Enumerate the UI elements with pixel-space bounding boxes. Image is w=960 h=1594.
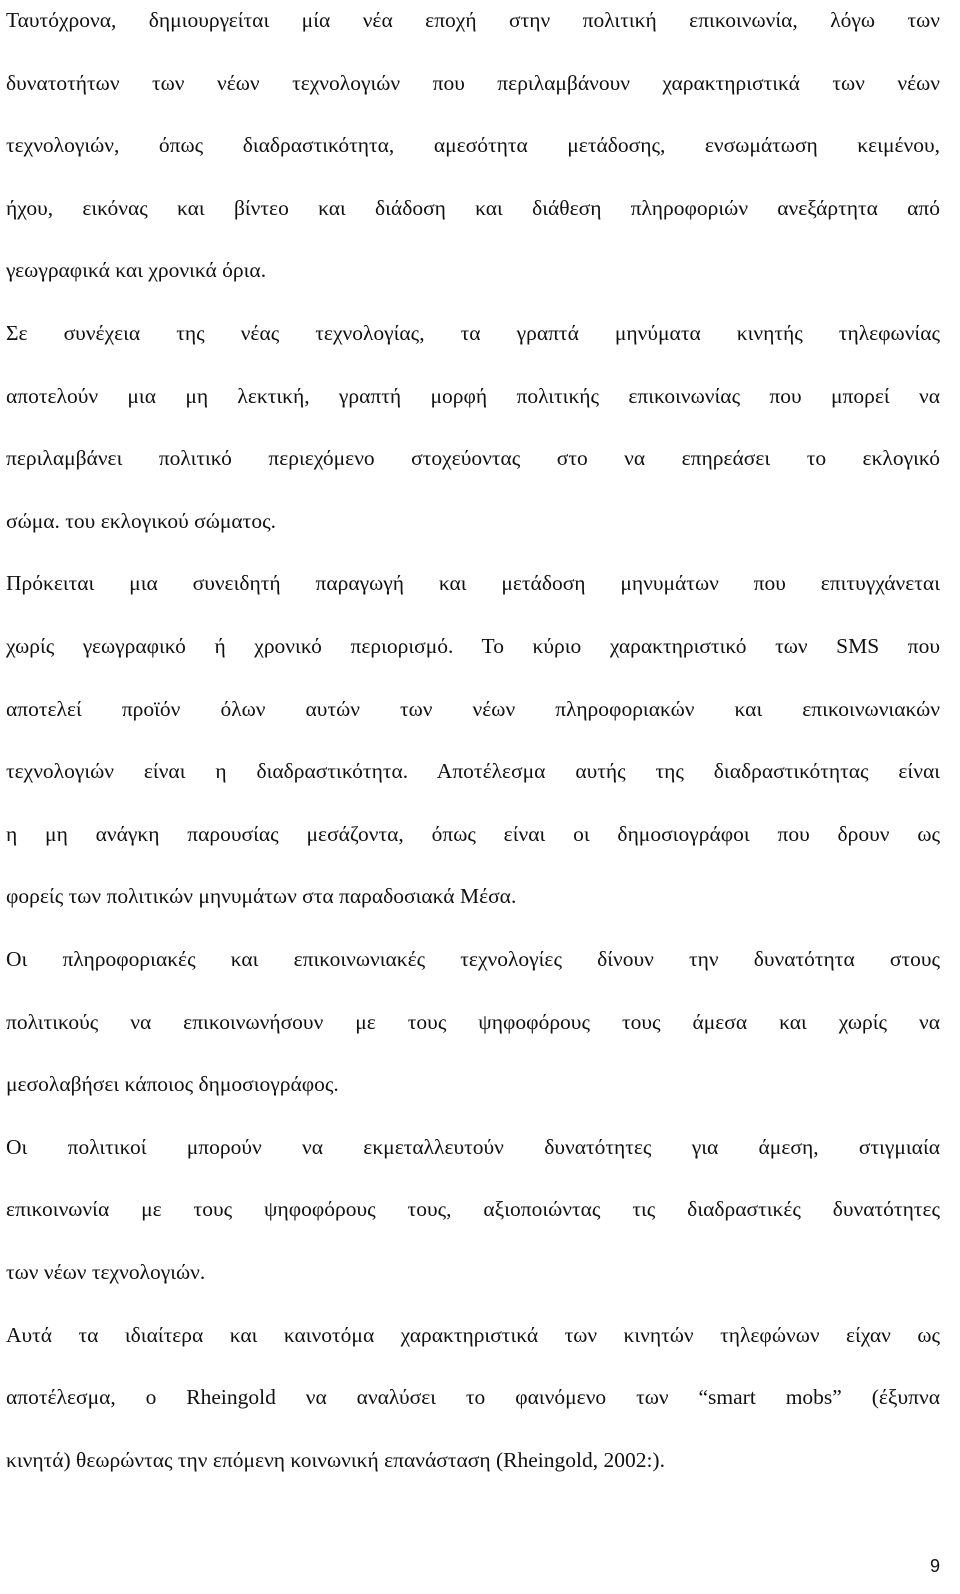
text-line: γεωγραφικά και χρονικά όρια. [6,258,267,283]
text-line: κινητά) θεωρώντας την επόμενη κοινωνική επανάσταση (Rheingold, 2002:). [6,1447,665,1472]
text-line: η μη ανάγκη παρουσίας μεσάζοντα, όπως είναι οι δημοσιογράφοι που δρουν ως [6,821,940,846]
text-line: Σε συνέχεια της νέας τεχνολογίας, τα γραπτά μηνύματα κινητής τηλεφωνίας [6,321,940,345]
text-line: περιλαμβάνει πολιτικό περιεχόμενο στοχεύοντας στο να επηρεάσει το εκλογικό [6,446,940,471]
page-number: 9 [929,1556,940,1576]
text-line: σώμα. του εκλογικού σώματος. [6,508,276,533]
text-line: Οι πολιτικοί μπορούν να εκμεταλλευτούν δυνατότητες για άμεση, στιγμιαία [6,1134,940,1159]
text-line: Αυτά τα ιδιαίτερα και καινοτόμα χαρακτηριστικά των κινητών τηλεφώνων είχαν ως [6,1322,940,1347]
text-line: πολιτικούς να επικοινωνήσουν με τους ψηφοφόρους τους άμεσα και χωρίς να [6,1009,940,1034]
text-line: επικοινωνία με τους ψηφοφόρους τους, αξιοποιώντας τις διαδραστικές δυνατότητες [6,1197,940,1222]
text-line: χωρίς γεωγραφικό ή χρονικό περιορισμό. Το κύριο χαρακτηριστικό των SMS που [6,634,940,658]
text-line: Οι πληροφοριακές και επικοινωνιακές τεχνολογίες δίνουν την δυνατότητα στους [6,947,940,971]
text-line: Ταυτόχρονα, δημιουργείται μία νέα εποχή στην πολιτική επικοινωνία, λόγω των [6,8,940,32]
text-line: ήχου, εικόνας και βίντεο και διάδοση και διάθεση πληροφοριών ανεξάρτητα από [6,195,940,220]
text-line: αποτέλεσμα, ο Rheingold να αναλύσει το φαινόμενο των “smart mobs” (έξυπνα [6,1385,940,1410]
text-line: τεχνολογιών, όπως διαδραστικότητα, αμεσότητα μετάδοσης, ενσωμάτωση κειμένου, [6,133,940,158]
text-line: τεχνολογιών είναι η διαδραστικότητα. Αποτέλεσμα αυτής της διαδραστικότητας είναι [6,759,940,784]
text-line: αποτελούν μια μη λεκτική, γραπτή μορφή πολιτικής επικοινωνίας που μπορεί να [6,383,940,408]
text-line: Πρόκειται μια συνειδητή παραγωγή και μετάδοση μηνυμάτων που επιτυγχάνεται [6,571,940,596]
text-line: φορείς των πολιτικών μηνυμάτων στα παραδοσιακά Μέσα. [6,884,517,909]
text-line: αποτελεί προϊόν όλων αυτών των νέων πληροφοριακών και επικοινωνιακών [6,696,940,721]
text-line: μεσολαβήσει κάποιος δημοσιογράφος. [6,1072,339,1097]
text-line: δυνατοτήτων των νέων τεχνολογιών που περιλαμβάνουν χαρακτηριστικά των νέων [6,70,940,95]
text-line: των νέων τεχνολογιών. [6,1260,206,1284]
